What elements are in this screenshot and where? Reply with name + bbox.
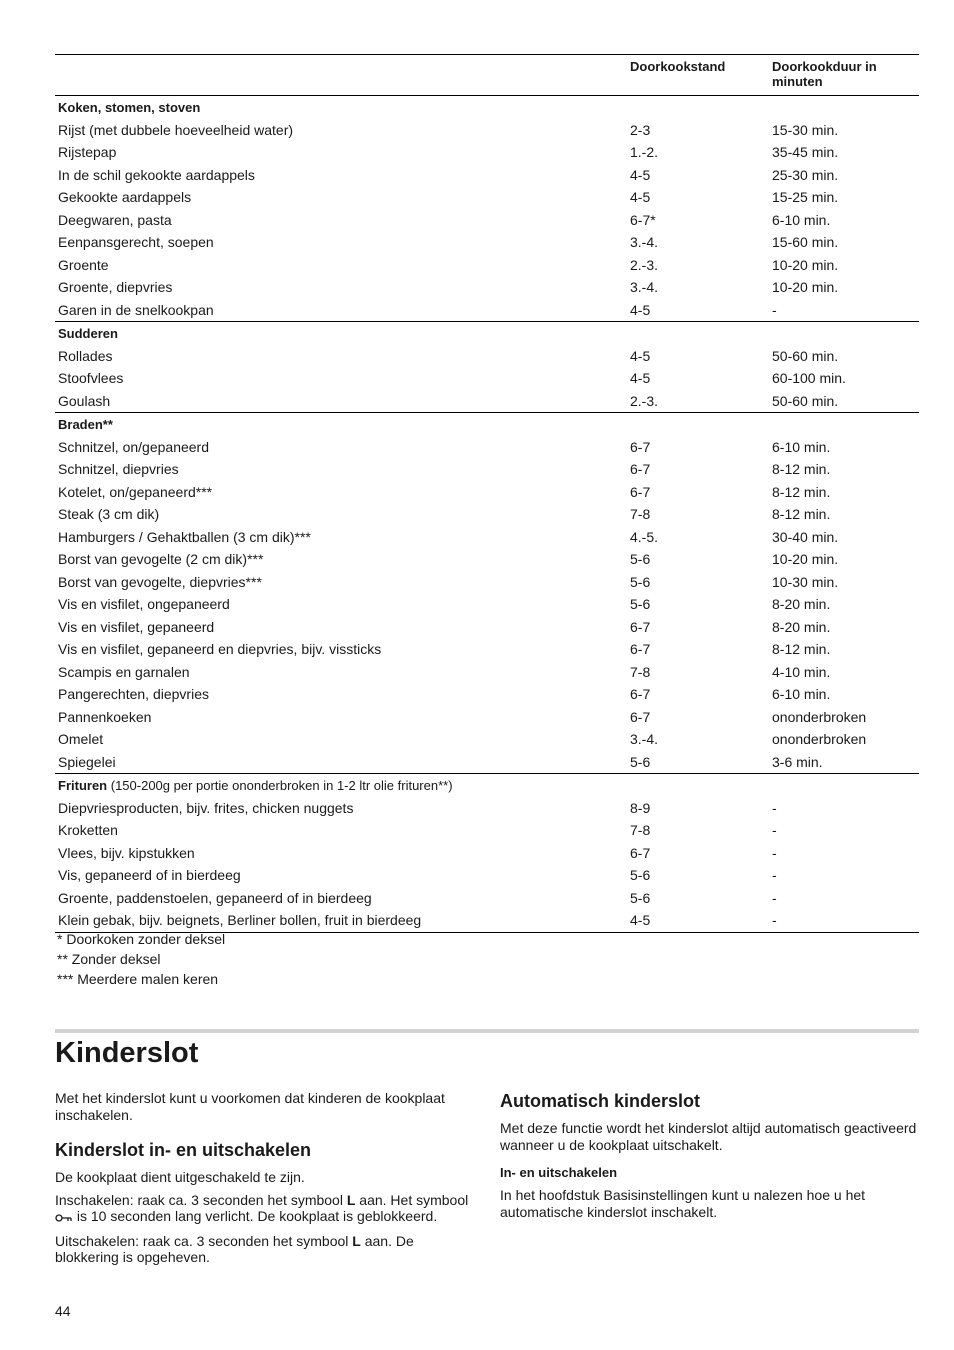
table-row (55, 299, 919, 322)
duration-cell: 10-20 min. (772, 279, 839, 295)
section-title: Frituren (58, 778, 108, 793)
dish-cell: Groente, diepvries (58, 279, 173, 295)
setting-cell: 2.-3. (630, 256, 659, 273)
duration-cell: 50-60 min. (772, 347, 839, 364)
table-row (55, 571, 919, 594)
table-section (55, 413, 919, 774)
table-row (55, 819, 919, 842)
table-row (55, 751, 919, 774)
section-title: Braden** (58, 417, 113, 432)
duration-cell: 25-30 min. (772, 166, 839, 183)
table-body (55, 96, 919, 933)
setting-cell: 4-5 (630, 189, 651, 205)
symbol-l: L (346, 1191, 356, 1208)
setting-cell: 6-7 (630, 686, 651, 702)
section-heading: Kinderslot in- en uitschakelen (55, 1140, 312, 1160)
setting-cell: 6-7 (630, 618, 651, 635)
setting-cell: 5-6 (630, 551, 651, 567)
dish-cell: Vis, gepaneerd of in bierdeeg (58, 867, 241, 883)
table-row (55, 458, 919, 481)
setting-cell: 4-5 (630, 301, 651, 318)
key-lock-icon (55, 1210, 73, 1227)
duration-cell: 50-60 min. (772, 392, 839, 409)
duration-cell: - (772, 844, 777, 861)
dish-cell: Eenpansgerecht, soepen (58, 234, 214, 250)
dish-cell: Steak (3 cm dik) (58, 506, 160, 522)
subsection-heading: In- en uitschakelen (500, 1165, 618, 1180)
table-row (55, 503, 919, 526)
setting-cell: 2-3 (630, 121, 651, 138)
dish-cell: Scampis en garnalen (58, 663, 190, 680)
table-row (55, 661, 919, 684)
duration-cell: - (772, 912, 777, 928)
dish-cell: Schnitzel, on/gepaneerd (58, 438, 209, 455)
duration-cell: 6-10 min. (772, 686, 831, 702)
duration-cell: 10-20 min. (772, 551, 839, 567)
intro-text: Met het kinderslot kunt u voorkomen dat kinderen de kookplaat inschakelen. (55, 1090, 445, 1123)
dish-cell: Groente (58, 256, 109, 273)
dish-cell: In de schil gekookte aardappels (58, 166, 255, 183)
symbol-l: L (352, 1232, 361, 1249)
duration-cell: 6-10 min. (772, 438, 831, 455)
duration-cell: - (772, 867, 777, 883)
footnotes (57, 929, 225, 989)
dish-cell: Omelet (58, 731, 104, 747)
text-span: aan. Het symbool (355, 1191, 469, 1208)
page-title: Kinderslot (55, 1037, 199, 1069)
section-title-row (55, 413, 919, 436)
table-row (55, 119, 919, 142)
table-row (55, 345, 919, 368)
table-row (55, 141, 919, 164)
footnote: * Doorkoken zonder deksel (57, 931, 226, 947)
cooking-table (55, 54, 919, 933)
setting-cell: 7-8 (630, 506, 651, 522)
dish-cell: Gekookte aardappels (58, 189, 192, 205)
section-heading: Automatisch kinderslot (500, 1091, 701, 1111)
setting-cell: 5-6 (630, 753, 651, 770)
duration-cell: 35-45 min. (772, 144, 839, 160)
setting-cell: 7-8 (630, 822, 651, 838)
section-title-wrap (58, 413, 113, 437)
setting-cell: 5-6 (630, 867, 651, 883)
setting-cell: 5-6 (630, 596, 651, 612)
table-row (55, 887, 919, 910)
duration-cell: 30-40 min. (772, 528, 839, 545)
section-divider (55, 1029, 919, 1033)
dish-cell: Hamburgers / Gehaktballen (3 cm dik)*** (58, 528, 311, 545)
section-title: Sudderen (58, 326, 118, 341)
duration-cell: - (772, 799, 777, 816)
setting-cell: 4-5 (630, 166, 651, 183)
footnote: *** Meerdere malen keren (57, 971, 219, 987)
table-row (55, 276, 919, 299)
table-row (55, 164, 919, 187)
duration-cell: 15-60 min. (772, 234, 839, 250)
duration-cell: - (772, 301, 777, 318)
duration-cell: ononderbroken (772, 708, 867, 725)
table-row (55, 593, 919, 616)
setting-cell: 4-5 (630, 370, 651, 386)
table-row (55, 481, 919, 504)
text-span: aan. De blokkering is opgeheven. (55, 1232, 414, 1265)
setting-cell: 5-6 (630, 573, 651, 590)
setting-cell: 1.-2. (630, 144, 659, 160)
table-section (55, 322, 919, 413)
header-setting: Doorkookstand (630, 59, 726, 74)
duration-cell: 15-25 min. (772, 189, 839, 205)
section-title: Koken, stomen, stoven (58, 100, 201, 115)
setting-cell: 3.-4. (630, 234, 659, 250)
duration-cell: 8-12 min. (772, 461, 831, 477)
table-section (55, 96, 919, 322)
duration-cell: ononderbroken (772, 731, 867, 747)
section-title-row (55, 774, 919, 797)
setting-cell: 7-8 (630, 663, 651, 680)
setting-cell: 4.-5. (630, 528, 659, 545)
dish-cell: Borst van gevogelte, diepvries*** (58, 573, 262, 590)
setting-cell: 3.-4. (630, 731, 659, 747)
table-row (55, 548, 919, 571)
setting-cell: 6-7 (630, 483, 651, 500)
table-row (55, 231, 919, 254)
dish-cell: Vlees, bijv. kipstukken (58, 844, 195, 861)
dish-cell: Vis en visfilet, gepaneerd en diepvries, bijv. vissticks (58, 641, 382, 657)
table-section (55, 774, 919, 933)
table-row (55, 616, 919, 639)
duration-cell: 8-12 min. (772, 641, 831, 657)
setting-cell: 6-7 (630, 461, 651, 477)
duration-cell: - (772, 889, 777, 906)
duration-cell: 3-6 min. (772, 753, 823, 770)
setting-cell: 6-7 (630, 844, 651, 861)
table-row (55, 706, 919, 729)
table-header (55, 54, 919, 96)
table-row (55, 797, 919, 820)
dish-cell: Spiegelei (58, 753, 116, 770)
dish-cell: Deegwaren, pasta (58, 211, 172, 228)
section-title-wrap (58, 96, 200, 120)
section-title-row (55, 96, 919, 119)
duration-cell: 8-20 min. (772, 618, 831, 635)
setting-cell: 3.-4. (630, 279, 659, 295)
dish-cell: Vis en visfilet, gepaneerd (58, 618, 215, 635)
dish-cell: Stoofvlees (58, 370, 124, 386)
setting-cell: 6-7 (630, 641, 651, 657)
dish-cell: Pannenkoeken (58, 708, 152, 725)
dish-cell: Kroketten (58, 822, 118, 838)
dish-cell: Garen in de snelkookpan (58, 301, 214, 318)
duration-cell: 6-10 min. (772, 211, 831, 228)
duration-cell: 10-20 min. (772, 256, 839, 273)
dish-cell: Klein gebak, bijv. beignets, Berliner bollen, fruit in bierdeeg (58, 912, 422, 928)
setting-cell: 2.-3. (630, 392, 659, 409)
dish-cell: Diepvriesproducten, bijv. frites, chicken nuggets (58, 799, 354, 816)
left-column (55, 1090, 475, 1272)
page-number: 44 (55, 1303, 71, 1319)
duration-cell: 4-10 min. (772, 663, 831, 680)
table-row (55, 638, 919, 661)
text-span: Uitschakelen: raak ca. 3 seconden het symbool (55, 1232, 353, 1249)
section-title-row (55, 322, 919, 345)
paragraph: Met deze functie wordt het kinderslot altijd automatisch geactiveerd wanneer u de kookplaat uitschakelt. (500, 1120, 917, 1153)
dish-cell: Rijstepap (58, 144, 117, 160)
duration-cell: 60-100 min. (772, 370, 846, 386)
dish-cell: Kotelet, on/gepaneerd*** (58, 483, 213, 500)
paragraph (55, 1233, 475, 1266)
dish-cell: Borst van gevogelte (2 cm dik)*** (58, 551, 264, 567)
duration-cell: 8-20 min. (772, 596, 831, 612)
table-row (55, 728, 919, 751)
dish-cell: Schnitzel, diepvries (58, 461, 179, 477)
dish-cell: Vis en visfilet, ongepaneerd (58, 596, 230, 612)
setting-cell: 6-7 (630, 708, 651, 725)
duration-cell: 10-30 min. (772, 573, 839, 590)
table-row (55, 842, 919, 865)
table-row (55, 390, 919, 413)
duration-cell: - (772, 822, 777, 838)
table-row (55, 526, 919, 549)
table-row (55, 864, 919, 887)
duration-cell: 15-30 min. (772, 121, 839, 138)
header-duration: Doorkookduur in minuten (772, 59, 877, 89)
text-span: is 10 seconden lang verlicht. De kookplaat is geblokkeerd. (73, 1208, 438, 1224)
dish-cell: Pangerechten, diepvries (58, 686, 209, 702)
setting-cell: 5-6 (630, 889, 651, 906)
table-row (55, 436, 919, 459)
duration-cell: 8-12 min. (772, 506, 831, 522)
right-column (500, 1090, 920, 1226)
footnote: ** Zonder deksel (57, 951, 161, 967)
table-row (55, 367, 919, 390)
text-span: Inschakelen: raak ca. 3 seconden het symbool (55, 1191, 347, 1208)
setting-cell: 8-9 (630, 799, 651, 816)
paragraph (55, 1192, 475, 1227)
table-row (55, 186, 919, 209)
paragraph: De kookplaat dient uitgeschakeld te zijn. (55, 1169, 305, 1185)
setting-cell: 4-5 (630, 347, 651, 364)
duration-cell: 8-12 min. (772, 483, 831, 500)
dish-cell: Rijst (met dubbele hoeveelheid water) (58, 121, 294, 138)
section-note: (150-200g per portie ononderbroken in 1-2 ltr olie frituren**) (107, 778, 453, 793)
table-row (55, 683, 919, 706)
setting-cell: 6-7* (630, 211, 656, 228)
dish-cell: Groente, paddenstoelen, gepaneerd of in bierdeeg (58, 889, 372, 906)
setting-cell: 4-5 (630, 912, 651, 928)
section-title-wrap (58, 774, 453, 798)
setting-cell: 6-7 (630, 438, 651, 455)
table-row (55, 254, 919, 277)
dish-cell: Rollades (58, 347, 113, 364)
paragraph: In het hoofdstuk Basisinstellingen kunt u nalezen hoe u het automatische kinderslot inschakelt. (500, 1187, 866, 1220)
dish-cell: Goulash (58, 392, 111, 409)
table-row (55, 209, 919, 232)
section-title-wrap (58, 322, 118, 346)
